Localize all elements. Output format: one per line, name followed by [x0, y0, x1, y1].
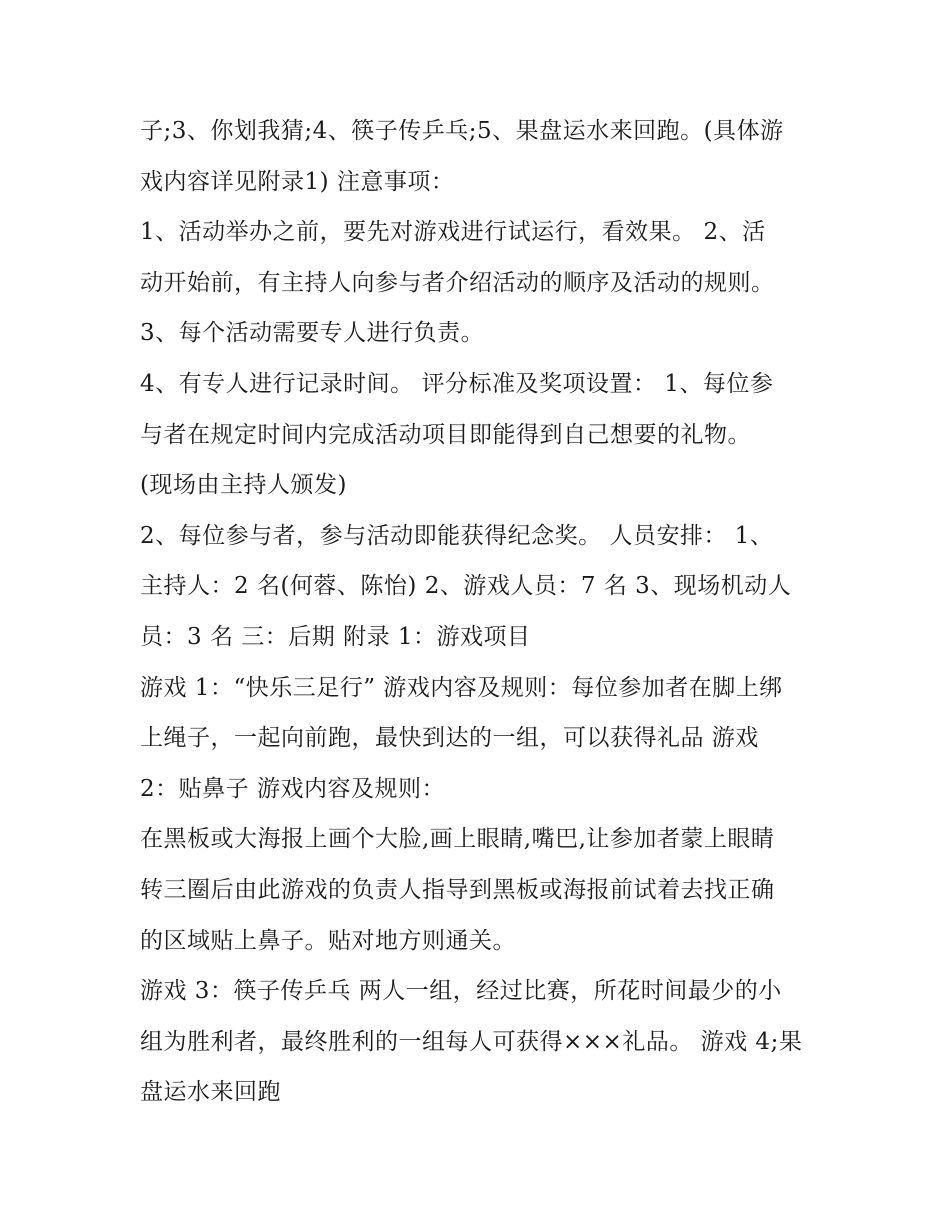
text-line-11: 员：3 名 三：后期 附录 1：游戏项目: [140, 623, 531, 650]
text-line-13: 上绳子，一起向前跑，最快到达的一组，可以获得礼品 游戏: [140, 725, 759, 752]
text-line-2: 戏内容详见附录1) 注意事项：: [140, 168, 455, 195]
text-line-8: (现场由主持人颁发): [140, 472, 347, 499]
text-line-20: 盘运水来回跑: [140, 1079, 281, 1106]
text-line-18: 游戏 3：筷子传乒乓 两人一组，经过比赛，所花时间最少的小: [140, 978, 782, 1005]
text-line-15: 在黑板或大海报上画个大脸,画上眼睛,嘴巴,让参加者蒙上眼睛: [140, 826, 775, 853]
text-line-12: 游戏 1：“快乐三足行” 游戏内容及规则：每位参加者在脚上绑: [140, 674, 783, 701]
text-line-4: 动开始前，有主持人向参与者介绍活动的顺序及活动的规则。: [140, 269, 775, 296]
text-line-16: 转三圈后由此游戏的负责人指导到黑板或海报前试着去找正确: [140, 876, 775, 903]
text-line-10: 主持人：2 名(何蓉、陈怡) 2、游戏人员：7 名 3、现场机动人: [140, 573, 792, 600]
text-line-1: 子;3、你划我猜;4、筷子传乒乓;5、果盘运水来回跑。(具体游: [140, 118, 784, 144]
text-line-19: 组为胜利者，最终胜利的一组每人可获得×××礼品。 游戏 4;果: [140, 1028, 803, 1055]
text-line-3: 1、活动举办之前，要先对游戏进行试运行，看效果。 2、活: [140, 219, 766, 246]
text-line-7: 与者在规定时间内完成活动项目即能得到自己想要的礼物。: [140, 421, 751, 448]
text-line-6: 4、有专人进行记录时间。 评分标准及奖项设置： 1、每位参: [140, 370, 774, 397]
text-line-17: 的区域贴上鼻子。贴对地方则通关。: [140, 927, 516, 954]
document-body: [140, 106, 820, 1118]
text-line-5: 3、每个活动需要专人进行负责。: [140, 320, 485, 347]
text-line-9: 2、每位参与者，参与活动即能获得纪念奖。 人员安排： 1、: [140, 522, 774, 549]
text-line-14: 2：贴鼻子 游戏内容及规则：: [140, 775, 445, 802]
